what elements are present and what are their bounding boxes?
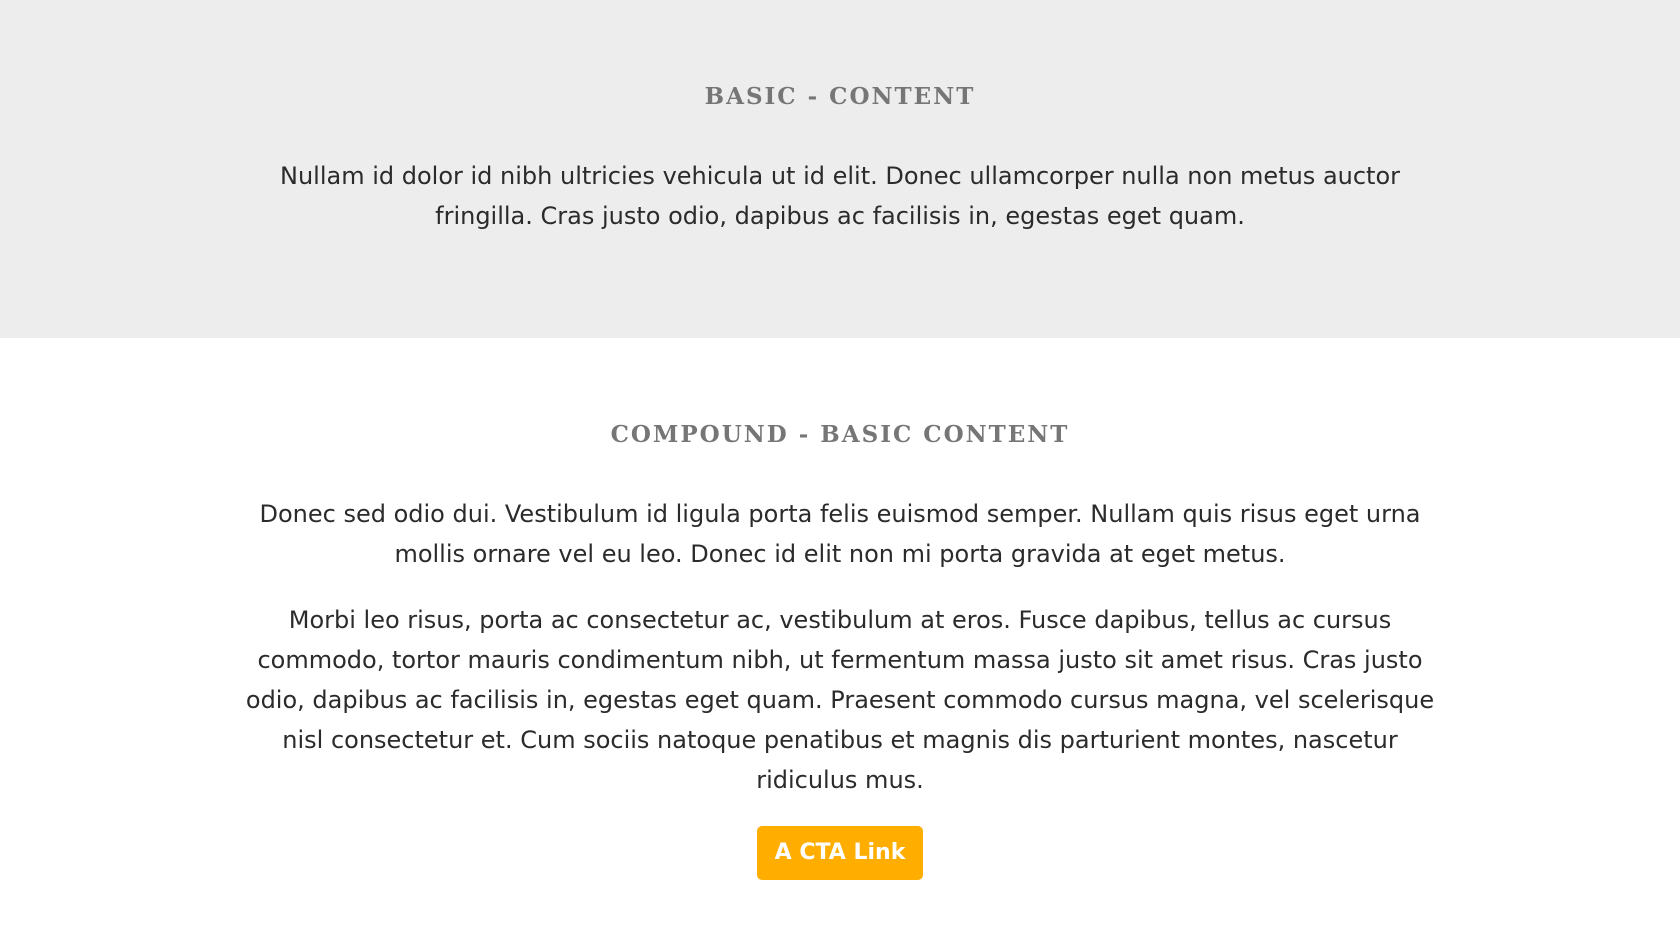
compound-content-paragraph-2: Morbi leo risus, porta ac consectetur ac, vestibulum at eros. Fusce dapibus, tellus ac cursus commodo, tortor mauris condimentum nibh, ut fermentum massa justo sit amet risus. Cras justo odio, dapibus ac facilisis in, egestas eget quam. Praesent commodo cursus magna, vel scelerisque nisl consectetur et. Cum sociis natoque penatibus et magnis dis parturient montes, nascetur ridiculus mus. bbox=[245, 606, 1435, 794]
basic-content-section bbox=[0, 0, 1680, 338]
basic-content-paragraph: Nullam id dolor id nibh ultricies vehicula ut id elit. Donec ullamcorper nulla non metus auctor fringilla. Cras justo odio, dapibus ac facilisis in, egestas eget quam. bbox=[279, 162, 1401, 230]
basic-content-heading: BASIC - CONTENT bbox=[704, 83, 976, 110]
compound-content-section bbox=[0, 338, 1680, 880]
cta-link-button[interactable]: A CTA Link bbox=[757, 826, 924, 880]
compound-content-paragraph-1: Donec sed odio dui. Vestibulum id ligula porta felis euismod semper. Nullam quis risus eget urna mollis ornare vel eu leo. Donec id elit non mi porta gravida at eget metus. bbox=[259, 500, 1421, 568]
compound-content-heading: COMPOUND - BASIC CONTENT bbox=[610, 421, 1070, 448]
